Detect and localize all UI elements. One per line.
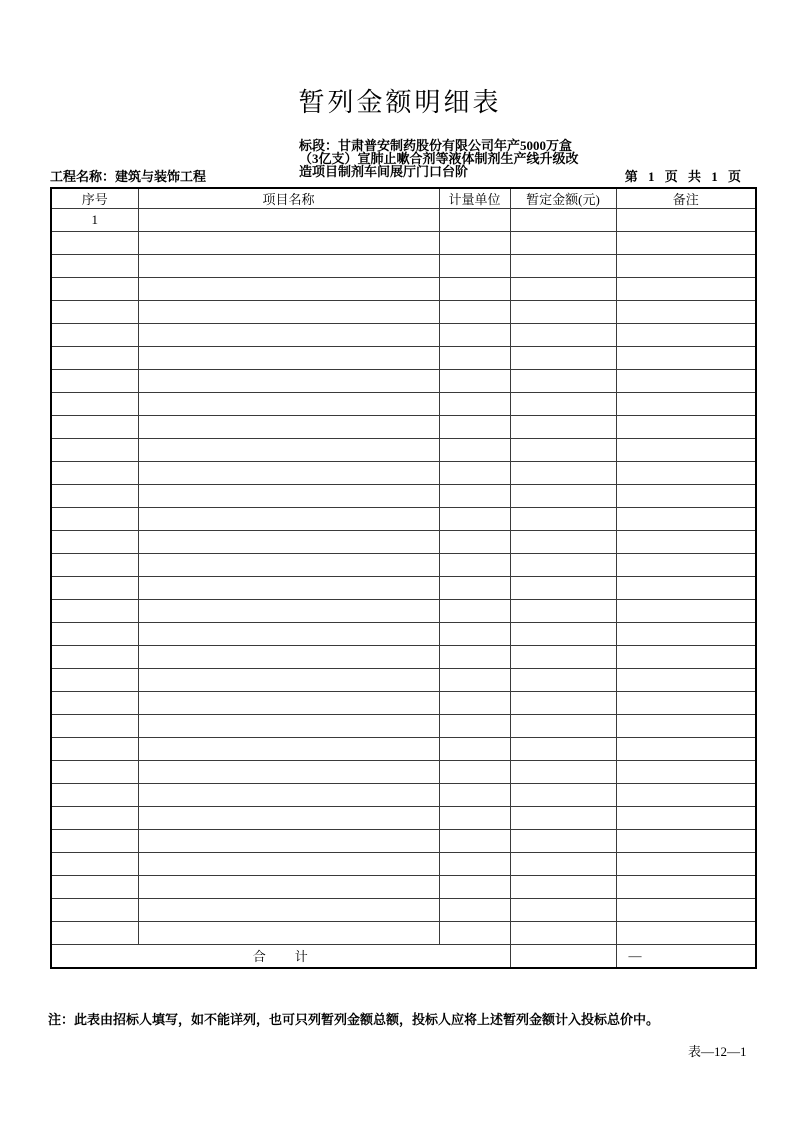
table-cell (616, 485, 756, 508)
table-cell (616, 508, 756, 531)
table-cell (439, 462, 510, 485)
table-cell (138, 393, 439, 416)
table-cell (510, 830, 616, 853)
table-row (51, 301, 756, 324)
table-cell (439, 899, 510, 922)
table-cell (138, 853, 439, 876)
table-cell (138, 600, 439, 623)
table-cell (510, 899, 616, 922)
table-cell: 1 (51, 209, 138, 232)
table-cell (439, 669, 510, 692)
table-cell (510, 738, 616, 761)
table-cell (138, 669, 439, 692)
table-cell (51, 899, 138, 922)
table-footer (51, 945, 756, 968)
table-cell (616, 209, 756, 232)
table-cell (138, 370, 439, 393)
table-cell (510, 807, 616, 830)
table-cell (616, 370, 756, 393)
footer-note: 注：此表由招标人填写，如不能详列，也可只列暂列金额总额，投标人应将上述暂列金额计入投标总价中。 (48, 1012, 660, 1027)
page-title: 暂列金额明细表 (298, 88, 502, 117)
table-row (51, 324, 756, 347)
table-row (51, 784, 756, 807)
table-cell (616, 439, 756, 462)
table-cell (51, 876, 138, 899)
table-cell (616, 738, 756, 761)
table-row (51, 347, 756, 370)
table-cell (439, 738, 510, 761)
table-row (51, 807, 756, 830)
table-row (51, 577, 756, 600)
table-cell (439, 600, 510, 623)
table-body (51, 209, 756, 945)
table-cell (51, 692, 138, 715)
table-cell (51, 807, 138, 830)
table-cell (510, 324, 616, 347)
table-cell (51, 255, 138, 278)
table-cell (439, 715, 510, 738)
table-cell (439, 692, 510, 715)
table-cell (510, 853, 616, 876)
table-cell (616, 922, 756, 945)
table-cell (510, 485, 616, 508)
table-cell (616, 646, 756, 669)
table-cell (616, 416, 756, 439)
table-cell (51, 416, 138, 439)
table-cell (51, 508, 138, 531)
table-cell (439, 853, 510, 876)
table-cell (51, 577, 138, 600)
table-cell (510, 301, 616, 324)
table-cell (616, 669, 756, 692)
table-cell (510, 669, 616, 692)
table-cell (510, 278, 616, 301)
table-cell (51, 554, 138, 577)
table-cell (616, 554, 756, 577)
table-cell (138, 347, 439, 370)
table-cell (616, 876, 756, 899)
column-header-seq: 序号 (51, 188, 138, 209)
table-row (51, 278, 756, 301)
table-cell (439, 416, 510, 439)
table-cell (51, 232, 138, 255)
table-cell (510, 508, 616, 531)
table-cell (138, 577, 439, 600)
table-row (51, 623, 756, 646)
table-cell (138, 876, 439, 899)
total-amount-cell (510, 945, 616, 968)
table-cell (510, 761, 616, 784)
table-cell (439, 209, 510, 232)
table-header (51, 188, 756, 209)
table-row (51, 209, 756, 232)
table-cell (439, 347, 510, 370)
table-row (51, 462, 756, 485)
table-row (51, 761, 756, 784)
table-cell (616, 715, 756, 738)
table-cell (138, 485, 439, 508)
table-cell (138, 508, 439, 531)
table-cell (439, 508, 510, 531)
table-cell (510, 462, 616, 485)
table-cell (51, 646, 138, 669)
table-cell (439, 324, 510, 347)
table-cell (616, 692, 756, 715)
table-cell (51, 853, 138, 876)
table-cell (510, 922, 616, 945)
table-cell (51, 347, 138, 370)
table-cell (439, 393, 510, 416)
table-cell (439, 232, 510, 255)
table-cell (439, 485, 510, 508)
table-cell (51, 623, 138, 646)
table-cell (138, 623, 439, 646)
table-cell (510, 646, 616, 669)
total-label-cell: 合 计 (51, 945, 510, 968)
table-cell (138, 899, 439, 922)
table-cell (439, 646, 510, 669)
table-row (51, 669, 756, 692)
table-cell (138, 761, 439, 784)
table-cell (616, 830, 756, 853)
table-cell (51, 715, 138, 738)
table-cell (439, 761, 510, 784)
table-cell (439, 577, 510, 600)
table-cell (51, 324, 138, 347)
table-cell (510, 232, 616, 255)
table-cell (138, 439, 439, 462)
table-cell (51, 485, 138, 508)
table-cell (138, 784, 439, 807)
table-cell (138, 922, 439, 945)
table-cell (439, 439, 510, 462)
table-cell (51, 784, 138, 807)
table-cell (616, 301, 756, 324)
table-cell (616, 623, 756, 646)
table-row (51, 393, 756, 416)
table-row (51, 232, 756, 255)
table-row (51, 508, 756, 531)
table-cell (510, 347, 616, 370)
table-cell (138, 738, 439, 761)
section-line-1: 标段：甘肃普安制药股份有限公司年产5000万盒 (299, 138, 573, 153)
table-cell (510, 393, 616, 416)
table-cell (138, 807, 439, 830)
table-cell (439, 255, 510, 278)
table-cell (616, 807, 756, 830)
table-cell (510, 600, 616, 623)
table-cell (510, 784, 616, 807)
table-cell (616, 278, 756, 301)
table-cell (439, 531, 510, 554)
table-cell (138, 255, 439, 278)
table-cell (439, 554, 510, 577)
table-cell (138, 715, 439, 738)
table-header-row (51, 188, 756, 209)
table-cell (51, 669, 138, 692)
table-cell (439, 830, 510, 853)
table-row (51, 830, 756, 853)
table-row (51, 853, 756, 876)
table-cell (138, 209, 439, 232)
total-remark-cell: — (616, 945, 756, 968)
section-line-3: 造项目制剂车间展厅门口台阶 (299, 164, 469, 180)
table-cell (510, 370, 616, 393)
table-cell (138, 531, 439, 554)
table-cell (138, 554, 439, 577)
table-cell (51, 738, 138, 761)
table-cell (616, 853, 756, 876)
form-code: 表—12—1 (688, 1044, 747, 1059)
table-cell (439, 623, 510, 646)
table-row (51, 370, 756, 393)
table-cell (510, 577, 616, 600)
table-cell (138, 416, 439, 439)
table-cell (138, 692, 439, 715)
table-cell (51, 830, 138, 853)
total-row (51, 945, 756, 968)
column-header-unit: 计量单位 (439, 188, 510, 209)
table-cell (138, 232, 439, 255)
table-row (51, 876, 756, 899)
table-cell (51, 439, 138, 462)
table-row (51, 692, 756, 715)
table-cell (510, 554, 616, 577)
table-cell (51, 278, 138, 301)
section-line-2: （3亿支）宣肺止嗽合剂等液体制剂生产线升级改 (299, 151, 579, 167)
table-row (51, 255, 756, 278)
table-cell (616, 577, 756, 600)
table-row (51, 531, 756, 554)
table-cell (138, 324, 439, 347)
table-row (51, 646, 756, 669)
table-row (51, 600, 756, 623)
column-header-remark: 备注 (616, 188, 756, 209)
table-cell (439, 278, 510, 301)
table-cell (51, 301, 138, 324)
table-cell (138, 462, 439, 485)
table-row (51, 439, 756, 462)
table-cell (510, 439, 616, 462)
table-cell (439, 370, 510, 393)
table-cell (510, 416, 616, 439)
table-cell (616, 232, 756, 255)
table-cell (439, 784, 510, 807)
table-row (51, 738, 756, 761)
table-cell (51, 393, 138, 416)
table-cell (616, 761, 756, 784)
table-row (51, 485, 756, 508)
table-cell (51, 922, 138, 945)
table-cell (439, 922, 510, 945)
table-cell (51, 761, 138, 784)
table-cell (138, 278, 439, 301)
table-cell (510, 209, 616, 232)
table-cell (616, 347, 756, 370)
table-cell (138, 301, 439, 324)
table-row (51, 416, 756, 439)
table-cell (439, 301, 510, 324)
column-header-amount: 暂定金额(元) (510, 188, 616, 209)
table-cell (616, 393, 756, 416)
table-cell (510, 876, 616, 899)
table-cell (510, 255, 616, 278)
table-cell (616, 784, 756, 807)
table-cell (439, 876, 510, 899)
section-label (299, 139, 629, 179)
table-cell (138, 646, 439, 669)
table-cell (616, 255, 756, 278)
table-cell (510, 623, 616, 646)
table-cell (51, 531, 138, 554)
table-cell (138, 830, 439, 853)
table-cell (439, 807, 510, 830)
table-cell (510, 692, 616, 715)
column-header-name: 项目名称 (138, 188, 439, 209)
table-cell (616, 462, 756, 485)
table-cell (616, 531, 756, 554)
table-cell (616, 600, 756, 623)
table-cell (510, 531, 616, 554)
table-cell (51, 462, 138, 485)
table-row (51, 715, 756, 738)
table-cell (51, 600, 138, 623)
table-row (51, 554, 756, 577)
table-cell (510, 715, 616, 738)
table-cell (616, 899, 756, 922)
provisional-sum-table (50, 187, 757, 969)
table-cell (616, 324, 756, 347)
page-indicator: 第 1 页 共 1 页 (624, 169, 741, 184)
table-cell (51, 370, 138, 393)
project-name-label: 工程名称：建筑与装饰工程 (50, 169, 207, 184)
table-row (51, 922, 756, 945)
table-row (51, 899, 756, 922)
